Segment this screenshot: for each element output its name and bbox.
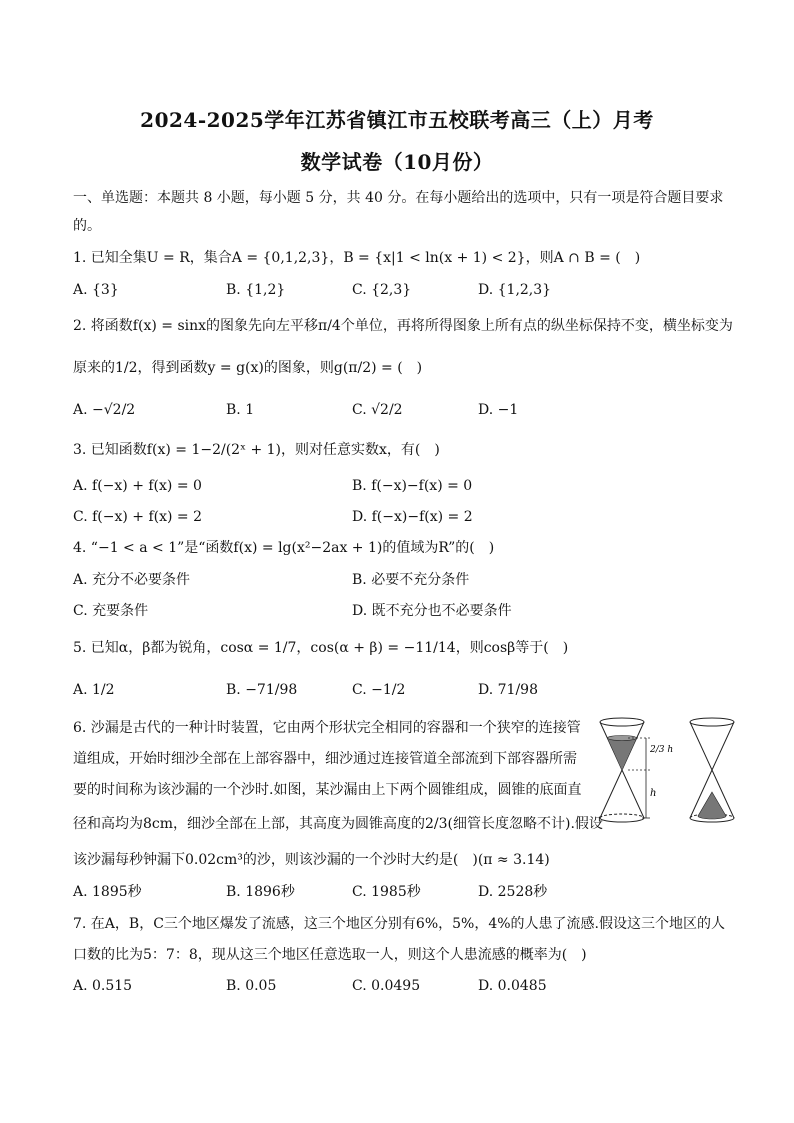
- question-6-stem-3: 要的时间称为该沙漏的一个沙时.如图，某沙漏由上下两个圆锥组成，圆锥的底面直: [73, 782, 582, 798]
- question-4-option-d: D. 既不充分也不必要条件: [352, 603, 512, 619]
- question-5-option-c: C. −1/2: [352, 682, 406, 698]
- question-7-option-b: B. 0.05: [226, 978, 277, 994]
- question-6-stem-1: 6. 沙漏是古代的一种计时装置，它由两个形状完全相同的容器和一个狭窄的连接管: [73, 720, 581, 736]
- question-3-option-c: C. f(−x) + f(x) = 2: [73, 509, 203, 525]
- question-7-option-c: C. 0.0495: [352, 978, 421, 994]
- question-4-stem: 4. “−1 < a < 1”是“函数f(x) = lg(x²−2ax + 1)的值域为R”的( ): [73, 540, 495, 556]
- question-2-stem: 2. 将函数f(x) = sinx的图象先向左平移π/4个单位，再将所得图象上所有点的纵坐标保持不变，横坐标变为: [73, 318, 733, 334]
- question-6-option-d: D. 2528秒: [478, 884, 548, 900]
- question-5-option-a: A. 1/2: [73, 682, 115, 698]
- question-4-option-c: C. 充要条件: [73, 603, 149, 619]
- question-6-option-b: B. 1896秒: [226, 884, 295, 900]
- question-7-option-d: D. 0.0485: [478, 978, 547, 994]
- question-5-option-b: B. −71/98: [226, 682, 298, 698]
- question-2-stem-cont: 原来的1/2，得到函数y = g(x)的图象，则g(π/2) = ( ): [73, 360, 423, 376]
- question-3-stem: 3. 已知函数f(x) = 1−2/(2ˣ + 1)，则对任意实数x，有( ): [73, 442, 440, 458]
- question-7-stem-1: 7. 在A，B，C三个地区爆发了流感，这三个地区分别有6%，5%，4%的人患了流感.假设这三个地区的人: [73, 916, 725, 932]
- question-1-option-b: B. {1,2}: [226, 282, 286, 298]
- label-h: h: [650, 788, 657, 799]
- section-instruction: 一、单选题：本题共 8 小题，每小题 5 分，共 40 分。在每小题给出的选项中，只有一项是符合题目要求: [73, 190, 724, 206]
- sand-bottom: [698, 792, 726, 819]
- question-1-option-d: D. {1,2,3}: [478, 282, 552, 298]
- exam-title: 2024-2025学年江苏省镇江市五校联考高三（上）月考: [140, 108, 654, 132]
- hourglass-figure: [594, 714, 744, 826]
- question-5-option-d: D. 71/98: [478, 682, 538, 698]
- question-7-stem-2: 口数的比为5：7：8，现从这三个地区任意选取一人，则这个人患流感的概率为( ): [73, 947, 587, 963]
- question-6-stem-2: 道组成，开始时细沙全部在上部容器中，细沙通过连接管道全部流到下部容器所需: [73, 751, 577, 767]
- question-6-option-a: A. 1895秒: [73, 884, 142, 900]
- question-6-stem-4: 径和高均为8cm，细沙全部在上部，其高度为圆锥高度的2/3(细管长度忽略不计).假设: [73, 816, 603, 832]
- exam-subtitle: 数学试卷（10月份）: [300, 150, 494, 174]
- question-6-option-c: C. 1985秒: [352, 884, 421, 900]
- question-2-option-d: D. −1: [478, 402, 519, 418]
- question-6-stem-5: 该沙漏每秒钟漏下0.02cm³的沙，则该沙漏的一个沙时大约是( )(π ≈ 3.14): [73, 852, 550, 868]
- question-2-option-c: C. √2/2: [352, 402, 403, 418]
- sand-top: [608, 738, 637, 770]
- question-4-option-a: A. 充分不必要条件: [73, 572, 191, 588]
- section-instruction-cont: 的。: [73, 218, 101, 234]
- question-1-option-a: A. {3}: [73, 282, 119, 298]
- question-1-stem: 1. 已知全集U = R，集合A = {0,1,2,3}，B = {x|1 < ln(x + 1) < 2}，则A ∩ B = ( ): [73, 250, 641, 266]
- question-4-option-b: B. 必要不充分条件: [352, 572, 470, 588]
- question-5-stem: 5. 已知α，β都为锐角，cosα = 1/7，cos(α + β) = −11/14，则cosβ等于( ): [73, 640, 569, 656]
- question-2-option-b: B. 1: [226, 402, 255, 418]
- question-3-option-a: A. f(−x) + f(x) = 0: [73, 478, 202, 494]
- question-2-option-a: A. −√2/2: [73, 402, 136, 418]
- question-7-option-a: A. 0.515: [73, 978, 133, 994]
- question-1-option-c: C. {2,3}: [352, 282, 412, 298]
- question-3-option-d: D. f(−x)−f(x) = 2: [352, 509, 473, 525]
- label-two-thirds: 2/3 h: [650, 745, 674, 755]
- question-3-option-b: B. f(−x)−f(x) = 0: [352, 478, 473, 494]
